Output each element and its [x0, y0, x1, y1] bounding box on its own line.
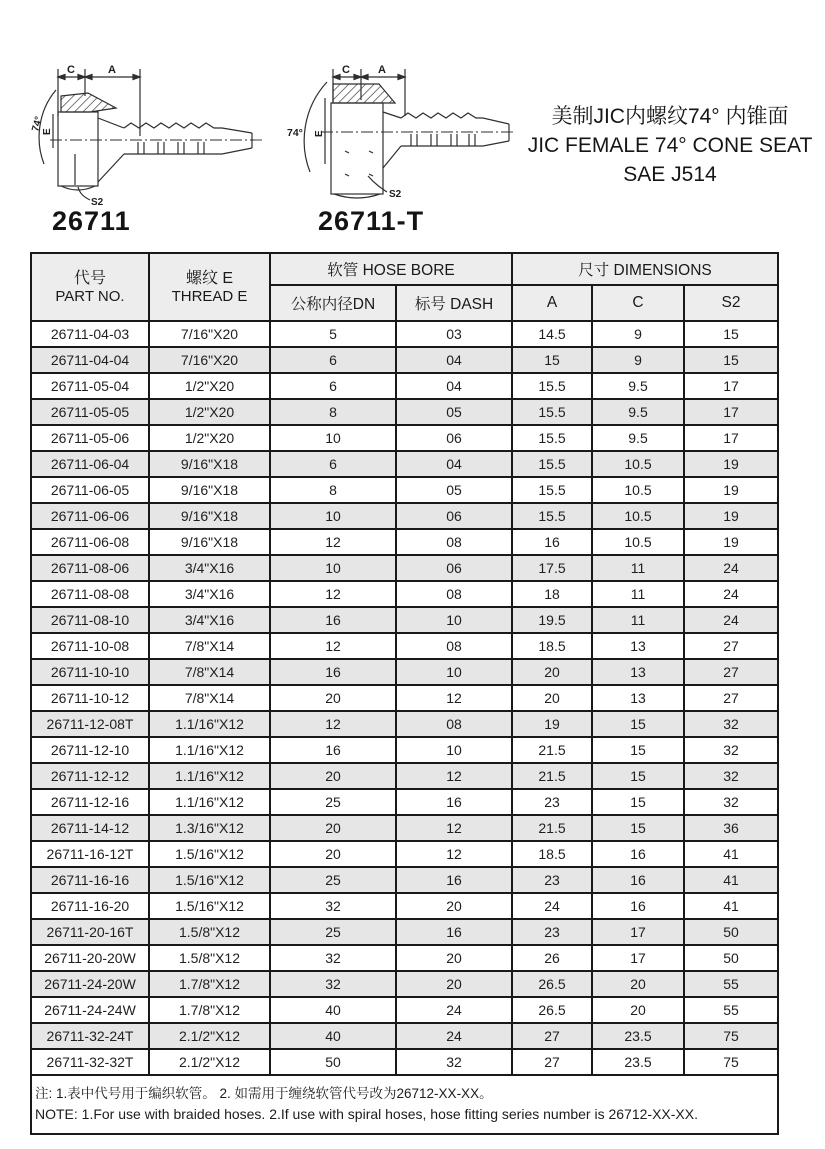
- cell-dn: 25: [270, 867, 396, 893]
- cell-dim-c: 16: [592, 893, 684, 919]
- cell-dim-a: 24: [512, 893, 592, 919]
- table-row: [31, 711, 778, 737]
- dim-label-a: A: [378, 64, 386, 76]
- cell-dim-a: 27: [512, 1023, 592, 1049]
- cell-dn: 20: [270, 841, 396, 867]
- cell-thread: 7/16"X20: [149, 347, 270, 373]
- cell-dn: 16: [270, 737, 396, 763]
- header-part-no: [31, 253, 149, 321]
- cell-dim-s2: 41: [684, 893, 778, 919]
- cell-dim-c: 11: [592, 607, 684, 633]
- cell-dim-c: 13: [592, 685, 684, 711]
- cell-dim-s2: 27: [684, 633, 778, 659]
- cell-part-no: 26711-32-24T: [31, 1023, 149, 1049]
- cell-dim-c: 16: [592, 841, 684, 867]
- cell-dash: 16: [396, 867, 512, 893]
- table-row: [31, 659, 778, 685]
- cell-dim-s2: 17: [684, 425, 778, 451]
- table-row: [31, 763, 778, 789]
- cell-dim-c: 11: [592, 555, 684, 581]
- cell-dn: 16: [270, 607, 396, 633]
- cell-dn: 12: [270, 711, 396, 737]
- cell-dim-s2: 24: [684, 555, 778, 581]
- cell-dim-c: 13: [592, 659, 684, 685]
- table-row: [31, 425, 778, 451]
- cell-dn: 32: [270, 893, 396, 919]
- cell-part-no: 26711-12-16: [31, 789, 149, 815]
- cell-dim-c: 10.5: [592, 477, 684, 503]
- cell-thread: 1.5/16"X12: [149, 867, 270, 893]
- cell-part-no: 26711-16-16: [31, 867, 149, 893]
- cell-part-no: 26711-06-06: [31, 503, 149, 529]
- cell-dash: 08: [396, 633, 512, 659]
- cell-dim-s2: 55: [684, 971, 778, 997]
- cell-thread: 1.5/8"X12: [149, 919, 270, 945]
- dim-label-s2: S2: [389, 189, 402, 200]
- cell-dim-c: 15: [592, 815, 684, 841]
- cell-dn: 10: [270, 555, 396, 581]
- cell-dim-a: 26.5: [512, 971, 592, 997]
- cell-dim-s2: 15: [684, 321, 778, 347]
- cell-dash: 08: [396, 581, 512, 607]
- cell-dim-c: 20: [592, 971, 684, 997]
- cell-dn: 20: [270, 685, 396, 711]
- cell-part-no: 26711-20-20W: [31, 945, 149, 971]
- cell-dim-a: 15.5: [512, 451, 592, 477]
- cell-dn: 8: [270, 477, 396, 503]
- dim-label-angle: 74°: [287, 127, 303, 139]
- header-part-no-en: PART NO.: [55, 287, 125, 305]
- header-dash: 标号 DASH: [396, 285, 512, 321]
- cell-dn: 8: [270, 399, 396, 425]
- cell-part-no: 26711-08-10: [31, 607, 149, 633]
- table-row: [31, 477, 778, 503]
- table-row: [31, 529, 778, 555]
- cell-dim-a: 15.5: [512, 425, 592, 451]
- cell-dim-s2: 19: [684, 477, 778, 503]
- specs-table-body: [31, 321, 778, 1075]
- cell-dim-s2: 32: [684, 711, 778, 737]
- header-dimensions-group: 尺寸 DIMENSIONS: [512, 253, 778, 285]
- cell-thread: 1.1/16"X12: [149, 711, 270, 737]
- cell-part-no: 26711-10-10: [31, 659, 149, 685]
- dim-label-e: E: [314, 130, 325, 137]
- cell-dim-a: 21.5: [512, 815, 592, 841]
- cell-dim-c: 16: [592, 867, 684, 893]
- cell-dash: 12: [396, 685, 512, 711]
- table-row: [31, 737, 778, 763]
- cell-thread: 9/16"X18: [149, 451, 270, 477]
- cell-dn: 32: [270, 945, 396, 971]
- table-row: [31, 607, 778, 633]
- cell-dim-a: 18: [512, 581, 592, 607]
- cell-dim-s2: 50: [684, 945, 778, 971]
- cell-dim-s2: 19: [684, 503, 778, 529]
- title-standard: SAE J514: [623, 163, 717, 186]
- table-row: [31, 1049, 778, 1075]
- cell-dash: 24: [396, 997, 512, 1023]
- cell-part-no: 26711-16-20: [31, 893, 149, 919]
- cell-part-no: 26711-06-04: [31, 451, 149, 477]
- cell-thread: 1.3/16"X12: [149, 815, 270, 841]
- cell-thread: 1.5/16"X12: [149, 893, 270, 919]
- note-line-en: NOTE: 1.For use with braided hoses. 2.If use with spiral hoses, hose fitting series number is 26712-XX-XX.: [35, 1106, 698, 1122]
- table-row: [31, 321, 778, 347]
- cell-dash: 06: [396, 503, 512, 529]
- cell-dash: 08: [396, 711, 512, 737]
- table-row: [31, 685, 778, 711]
- cell-dash: 05: [396, 477, 512, 503]
- table-row: [31, 633, 778, 659]
- cell-thread: 7/8"X14: [149, 659, 270, 685]
- cell-dash: 10: [396, 737, 512, 763]
- cell-dim-c: 23.5: [592, 1049, 684, 1075]
- cell-dim-a: 20: [512, 659, 592, 685]
- cell-dim-a: 14.5: [512, 321, 592, 347]
- cell-part-no: 26711-05-04: [31, 373, 149, 399]
- cell-dn: 40: [270, 1023, 396, 1049]
- cell-dash: 20: [396, 893, 512, 919]
- specs-table: [30, 252, 779, 1135]
- cell-dim-a: 26.5: [512, 997, 592, 1023]
- cell-thread: 1.5/16"X12: [149, 841, 270, 867]
- cell-dim-c: 9: [592, 347, 684, 373]
- cell-part-no: 26711-10-12: [31, 685, 149, 711]
- cell-dash: 03: [396, 321, 512, 347]
- notes-row: [31, 1075, 778, 1134]
- cell-dim-s2: 27: [684, 685, 778, 711]
- cell-thread: 3/4"X16: [149, 607, 270, 633]
- cell-dn: 20: [270, 815, 396, 841]
- cell-dim-c: 10.5: [592, 451, 684, 477]
- table-row: [31, 373, 778, 399]
- cell-dash: 04: [396, 373, 512, 399]
- cell-dim-a: 15.5: [512, 503, 592, 529]
- dim-label-s2: S2: [91, 197, 104, 208]
- cell-dn: 16: [270, 659, 396, 685]
- table-row: [31, 581, 778, 607]
- table-row: [31, 347, 778, 373]
- cell-thread: 1/2"X20: [149, 399, 270, 425]
- cell-dim-s2: 36: [684, 815, 778, 841]
- cell-dash: 04: [396, 347, 512, 373]
- cell-dash: 10: [396, 607, 512, 633]
- note-line-cn: 注: 1.表中代号用于编织软管。 2. 如需用于缠绕软管代号改为26712-XX-XX。: [35, 1086, 493, 1101]
- cell-dash: 24: [396, 1023, 512, 1049]
- header-hose-bore-group: 软管 HOSE BORE: [270, 253, 512, 285]
- cell-dim-s2: 19: [684, 451, 778, 477]
- cell-dim-s2: 75: [684, 1049, 778, 1075]
- cell-thread: 2.1/2"X12: [149, 1049, 270, 1075]
- dim-label-angle: 74°: [30, 115, 45, 133]
- header-thread-cn: 螺纹 E: [185, 269, 234, 287]
- dim-label-a: A: [108, 64, 116, 76]
- cell-dim-a: 26: [512, 945, 592, 971]
- table-row: [31, 971, 778, 997]
- cell-dash: 05: [396, 399, 512, 425]
- cell-dn: 6: [270, 373, 396, 399]
- cell-dim-a: 18.5: [512, 841, 592, 867]
- cell-dn: 10: [270, 425, 396, 451]
- cell-dn: 12: [270, 633, 396, 659]
- cell-dash: 06: [396, 425, 512, 451]
- cell-dash: 12: [396, 763, 512, 789]
- table-row: [31, 451, 778, 477]
- cell-dim-a: 21.5: [512, 737, 592, 763]
- cell-dim-s2: 17: [684, 373, 778, 399]
- cell-thread: 1/2"X20: [149, 373, 270, 399]
- cell-part-no: 26711-05-05: [31, 399, 149, 425]
- cell-dash: 06: [396, 555, 512, 581]
- cell-part-no: 26711-24-20W: [31, 971, 149, 997]
- cell-dim-c: 17: [592, 919, 684, 945]
- cell-dim-c: 17: [592, 945, 684, 971]
- cell-dn: 5: [270, 321, 396, 347]
- cell-dim-s2: 19: [684, 529, 778, 555]
- table-row: [31, 919, 778, 945]
- cell-dim-s2: 41: [684, 867, 778, 893]
- cell-thread: 1.1/16"X12: [149, 737, 270, 763]
- cell-part-no: 26711-08-08: [31, 581, 149, 607]
- cell-part-no: 26711-14-12: [31, 815, 149, 841]
- cell-thread: 1.7/8"X12: [149, 997, 270, 1023]
- cell-dn: 40: [270, 997, 396, 1023]
- model-number-26711: 26711: [52, 206, 131, 236]
- cell-dim-c: 9.5: [592, 373, 684, 399]
- cell-dim-c: 15: [592, 737, 684, 763]
- table-row: [31, 997, 778, 1023]
- header-dim-s2: S2: [684, 285, 778, 321]
- table-notes: [31, 1075, 778, 1134]
- table-row: [31, 789, 778, 815]
- cell-dim-c: 15: [592, 789, 684, 815]
- cell-dim-a: 23: [512, 867, 592, 893]
- header-dn: 公称内径DN: [270, 285, 396, 321]
- cell-thread: 3/4"X16: [149, 581, 270, 607]
- technical-drawing-26711: [28, 56, 270, 208]
- title-english: JIC FEMALE 74° CONE SEAT: [527, 134, 813, 157]
- cell-thread: 9/16"X18: [149, 477, 270, 503]
- cell-part-no: 26711-12-12: [31, 763, 149, 789]
- cell-dn: 25: [270, 919, 396, 945]
- cell-dash: 20: [396, 971, 512, 997]
- cell-part-no: 26711-08-06: [31, 555, 149, 581]
- cell-dim-c: 10.5: [592, 503, 684, 529]
- cell-dash: 12: [396, 841, 512, 867]
- cell-dim-c: 20: [592, 997, 684, 1023]
- cell-dim-s2: 32: [684, 763, 778, 789]
- cell-dim-c: 9.5: [592, 425, 684, 451]
- cell-thread: 1/2"X20: [149, 425, 270, 451]
- cell-dim-s2: 32: [684, 737, 778, 763]
- cell-dim-a: 15.5: [512, 399, 592, 425]
- cell-part-no: 26711-05-06: [31, 425, 149, 451]
- cell-dim-a: 17.5: [512, 555, 592, 581]
- cell-dim-s2: 15: [684, 347, 778, 373]
- technical-drawing-26711-t: [283, 56, 515, 208]
- cell-thread: 7/8"X14: [149, 633, 270, 659]
- cell-thread: 1.7/8"X12: [149, 971, 270, 997]
- cell-dim-c: 13: [592, 633, 684, 659]
- cell-part-no: 26711-04-04: [31, 347, 149, 373]
- cell-part-no: 26711-32-32T: [31, 1049, 149, 1075]
- cell-thread: 1.1/16"X12: [149, 763, 270, 789]
- cell-dash: 08: [396, 529, 512, 555]
- cell-dn: 25: [270, 789, 396, 815]
- cell-dn: 6: [270, 451, 396, 477]
- cell-thread: 3/4"X16: [149, 555, 270, 581]
- table-row: [31, 1023, 778, 1049]
- cell-dim-c: 11: [592, 581, 684, 607]
- cell-dim-a: 15.5: [512, 477, 592, 503]
- cell-part-no: 26711-06-08: [31, 529, 149, 555]
- cell-part-no: 26711-20-16T: [31, 919, 149, 945]
- header-part-no-cn: 代号: [73, 269, 106, 287]
- dim-label-e: E: [42, 128, 53, 135]
- cell-part-no: 26711-12-10: [31, 737, 149, 763]
- cell-dim-a: 19: [512, 711, 592, 737]
- cell-dim-s2: 17: [684, 399, 778, 425]
- cell-part-no: 26711-06-05: [31, 477, 149, 503]
- model-number-26711-t: 26711-T: [318, 206, 425, 236]
- title-block: [515, 102, 825, 189]
- cell-dn: 10: [270, 503, 396, 529]
- cell-dash: 32: [396, 1049, 512, 1075]
- header-thread-en: THREAD E: [171, 287, 248, 305]
- cell-dim-c: 15: [592, 763, 684, 789]
- cell-dim-s2: 32: [684, 789, 778, 815]
- cell-dn: 50: [270, 1049, 396, 1075]
- title-chinese: 美制JIC内螺纹74° 内锥面: [551, 105, 789, 128]
- cell-thread: 9/16"X18: [149, 529, 270, 555]
- cell-dash: 10: [396, 659, 512, 685]
- table-row: [31, 867, 778, 893]
- cell-dash: 20: [396, 945, 512, 971]
- cell-dn: 6: [270, 347, 396, 373]
- table-row: [31, 893, 778, 919]
- cell-dim-s2: 41: [684, 841, 778, 867]
- cell-dn: 12: [270, 529, 396, 555]
- header-dim-a: A: [512, 285, 592, 321]
- cell-thread: 9/16"X18: [149, 503, 270, 529]
- table-row: [31, 815, 778, 841]
- cell-dim-a: 27: [512, 1049, 592, 1075]
- cell-dim-a: 20: [512, 685, 592, 711]
- cell-thread: 1.1/16"X12: [149, 789, 270, 815]
- cell-dn: 32: [270, 971, 396, 997]
- cell-dim-a: 15: [512, 347, 592, 373]
- cell-part-no: 26711-04-03: [31, 321, 149, 347]
- table-row: [31, 503, 778, 529]
- cell-dim-c: 9.5: [592, 399, 684, 425]
- cell-dim-a: 21.5: [512, 763, 592, 789]
- table-row: [31, 945, 778, 971]
- cell-dim-c: 10.5: [592, 529, 684, 555]
- cell-part-no: 26711-16-12T: [31, 841, 149, 867]
- cell-dash: 16: [396, 919, 512, 945]
- cell-dim-s2: 24: [684, 607, 778, 633]
- table-row: [31, 555, 778, 581]
- cell-dim-a: 15.5: [512, 373, 592, 399]
- table-row: [31, 841, 778, 867]
- dim-label-c: C: [342, 64, 350, 76]
- cell-part-no: 26711-24-24W: [31, 997, 149, 1023]
- cell-dim-s2: 75: [684, 1023, 778, 1049]
- cell-thread: 7/8"X14: [149, 685, 270, 711]
- dim-label-c: C: [67, 64, 75, 76]
- cell-dash: 16: [396, 789, 512, 815]
- cell-thread: 1.5/8"X12: [149, 945, 270, 971]
- cell-dim-a: 23: [512, 919, 592, 945]
- table-row: [31, 399, 778, 425]
- cell-thread: 2.1/2"X12: [149, 1023, 270, 1049]
- header-thread: [149, 253, 270, 321]
- cell-dim-s2: 24: [684, 581, 778, 607]
- cell-dim-a: 19.5: [512, 607, 592, 633]
- cell-dim-s2: 50: [684, 919, 778, 945]
- cell-dim-c: 9: [592, 321, 684, 347]
- cell-dn: 20: [270, 763, 396, 789]
- cell-part-no: 26711-10-08: [31, 633, 149, 659]
- cell-dim-s2: 55: [684, 997, 778, 1023]
- header-dim-c: C: [592, 285, 684, 321]
- cell-dim-c: 23.5: [592, 1023, 684, 1049]
- cell-dim-s2: 27: [684, 659, 778, 685]
- cell-part-no: 26711-12-08T: [31, 711, 149, 737]
- cell-dash: 12: [396, 815, 512, 841]
- cell-dim-a: 18.5: [512, 633, 592, 659]
- cell-dim-c: 15: [592, 711, 684, 737]
- cell-dash: 04: [396, 451, 512, 477]
- cell-dim-a: 23: [512, 789, 592, 815]
- cell-dn: 12: [270, 581, 396, 607]
- cell-dim-a: 16: [512, 529, 592, 555]
- cell-thread: 7/16"X20: [149, 321, 270, 347]
